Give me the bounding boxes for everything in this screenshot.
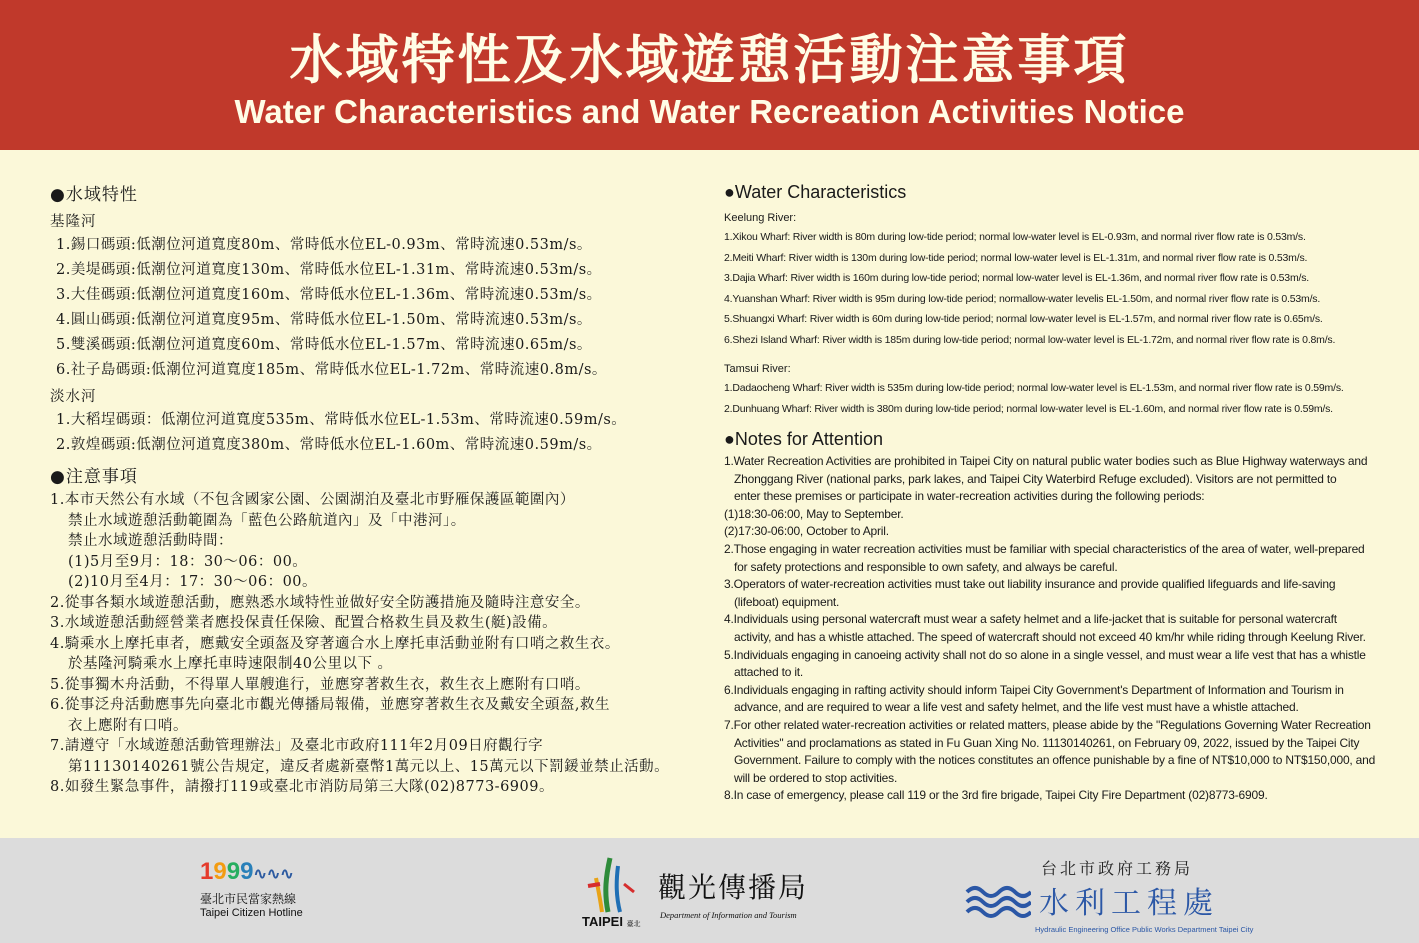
note-line: Zhonggang River (national parks, park lakes, and Taipei City Waterbird Refuge excluded). Visitors are not permitted to bbox=[734, 471, 1337, 486]
hotline-name-en: Taipei Citizen Hotline bbox=[200, 907, 303, 919]
list-item: 2.Meiti Wharf: River width is 130m during low-tide period; normal low-water level is EL-1.31m, and normal river flow rate is 0.53m/s. bbox=[724, 251, 1308, 264]
section-heading-water-en: ● Water Characteristics bbox=[724, 178, 1394, 206]
note-line: 禁止水域遊憩活動時間： bbox=[68, 533, 233, 549]
note-line: 5.從事獨木舟活動，不得單人單艘進行，並應穿著救生衣，救生衣上應附有口哨。 bbox=[50, 676, 590, 693]
note-line: 6.Individuals engaging in rafting activity should inform Taipei City Government's Department of Information and Tourism in bbox=[724, 682, 1344, 697]
list-item: 3.Dajia Wharf: River width is 160m during low-tide period; normal low-water level is EL-1.36m, and normal river flow rate is 0.53m/s. bbox=[724, 272, 1309, 284]
note-line: attached to it. bbox=[734, 665, 804, 680]
note-line: 1.本市天然公有水域（不包含國家公園、公園湖泊及臺北市野雁保護區範圍內） bbox=[50, 492, 575, 508]
river-heading-keelung-en: Keelung River: bbox=[724, 212, 797, 224]
list-item: 5.雙溪碼頭:低潮位河道寬度60m、常時低水位EL-1.57m、常時流速0.65m/s。 bbox=[56, 337, 592, 353]
note-line: 於基隆河騎乘水上摩托車時速限制40公里以下 。 bbox=[68, 656, 393, 672]
note-line: for safety protections and responsible to own safety, and always be careful. bbox=[734, 559, 1118, 574]
section-heading-notes-en: ● Notes for Attention bbox=[724, 425, 1394, 453]
note-line: Government. Failure to comply with the notices constitutes an offence punishable by a fine of NT$10,000 to NT$150,000, and bbox=[734, 753, 1376, 768]
note-line: 7.For other related water-recreation activities or related matters, please abide by the "Regulations Governing Water Recreation bbox=[724, 717, 1371, 732]
note-line: 8.In case of emergency, please call 119 or the 3rd fire brigade, Taipei City Fire Department (02)8773-6909. bbox=[724, 788, 1268, 803]
taipei-logo-icon bbox=[580, 856, 640, 918]
river-heading-tamsui-en: Tamsui River: bbox=[724, 363, 791, 375]
note-line: advance, and are required to wear a life vest and safety helmet, and the life vest must have a whistle attached. bbox=[734, 700, 1299, 715]
note-line: will be ordered to stop activities. bbox=[734, 770, 898, 785]
hydro-office-name: 水利工程處 bbox=[1039, 886, 1219, 921]
title-zh: 水域特性及水域遊憩活動注意事項 bbox=[289, 30, 1130, 91]
dept-name-en: Department of Information and Tourism bbox=[660, 910, 797, 920]
note-line: 3.水域遊憩活動經營業者應投保責任保險、配置合格救生員及救生(艇)設備。 bbox=[50, 615, 558, 631]
note-line: 1.Water Recreation Activities are prohibited in Taipei City on natural public water bodies such as Blue Highway waterways and bbox=[724, 454, 1368, 468]
section-heading-water-zh: ● 水域特性 bbox=[50, 182, 700, 208]
note-line: activity, and has a whistle attached. The speed of watercraft should not exceed 40 km/hr while riding through Keelung River. bbox=[734, 629, 1366, 644]
note-line: (2)10月至4月：17：30～06：00。 bbox=[68, 574, 318, 590]
list-item: 1.大稻埕碼頭：低潮位河道寬度535m、常時低水位EL-1.53m、常時流速0.59m/s。 bbox=[56, 412, 627, 428]
note-line: (lifeboat) equipment. bbox=[734, 594, 840, 609]
river-heading-tamsui-zh: 淡水河 bbox=[50, 389, 97, 405]
chinese-column bbox=[50, 178, 700, 798]
english-column bbox=[724, 178, 1394, 805]
note-line: 禁止水域遊憩活動範圍為「藍色公路航道內」及「中港河」。 bbox=[68, 512, 466, 529]
list-item: 5.Shuangxi Wharf: River width is 60m during low-tide period; normal low-water level is EL-1.57m, and normal river flow rate is 0.65m/s. bbox=[724, 313, 1323, 325]
note-line: 第11130140261號公告規定，違反者處新臺幣1萬元以上、15萬元以下罰鍰並禁止活動。 bbox=[68, 758, 670, 775]
list-item: 1.Xikou Wharf: River width is 80m during low-tide period; normal low-water level is EL-0.93m, and normal river flow rate is 0.53m/s. bbox=[724, 231, 1306, 243]
note-line: 4.Individuals using personal watercraft must wear a safety helmet and a life-jacket that is suitable for personal watercraft bbox=[724, 612, 1337, 627]
list-item: 3.大佳碼頭:低潮位河道寬度160m、常時低水位EL-1.36m、常時流速0.53m/s。 bbox=[56, 287, 602, 303]
note-line: (1)5月至9月：18：30～06：00。 bbox=[68, 553, 308, 570]
list-item: 2.敦煌碼頭:低潮位河道寬度380m、常時低水位EL-1.60m、常時流速0.59m/s。 bbox=[56, 437, 602, 453]
footer-logos bbox=[0, 838, 1419, 943]
note-line: 2.從事各類水域遊憩活動，應熟悉水域特性並做好安全防護措施及隨時注意安全。 bbox=[50, 594, 590, 611]
list-item: 2.美堤碼頭:低潮位河道寬度130m、常時低水位EL-1.31m、常時流速0.53m/s。 bbox=[56, 262, 602, 278]
note-line: 7.請遵守「水域遊憩活動管理辦法」及臺北市政府111年2月09日府觀行字 bbox=[50, 738, 544, 754]
list-item: 6.Shezi Island Wharf: River width is 185m during low-tide period; normal low-water level is EL-1.72m, and normal river flow rate is 0.8m/s. bbox=[724, 333, 1336, 346]
note-line: (1)18:30-06:00, May to September. bbox=[724, 506, 904, 521]
hydro-office-name-en: Hydraulic Engineering Office Public Works Department Taipei City bbox=[1035, 925, 1254, 934]
note-line: 衣上應附有口哨。 bbox=[68, 717, 188, 734]
hotline-logo bbox=[200, 858, 380, 919]
note-line: 8.如發生緊急事件，請撥打119或臺北市消防局第三大隊(02)8773-6909。 bbox=[50, 779, 554, 795]
note-line: 3.Operators of water-recreation activities must take out liability insurance and provide qualified lifeguards and life-saving bbox=[724, 577, 1336, 592]
list-item: 6.社子島碼頭:低潮位河道寬度185m、常時低水位EL-1.72m、常時流速0.8m/s。 bbox=[56, 362, 607, 378]
list-item: 1.錫口碼頭:低潮位河道寬度80m、常時低水位EL-0.93m、常時流速0.53m/s。 bbox=[56, 237, 592, 253]
note-line: 5.Individuals engaging in canoeing activity shall not do so alone in a single vessel, and must wear a life vest that has a whistle bbox=[724, 647, 1366, 662]
section-heading-notes-zh: ● 注意事項 bbox=[50, 464, 700, 490]
note-line: (2)17:30-06:00, October to April. bbox=[724, 524, 889, 539]
list-item: 4.Yuanshan Wharf: River width is 95m during low-tide period; normallow-water levelis EL-1.50m, and normal river flow rate is 0.53m/s. bbox=[724, 292, 1321, 305]
note-line: 4.騎乘水上摩托車者，應戴安全頭盔及穿著適合水上摩托車活動並附有口哨之救生衣。 bbox=[50, 635, 620, 652]
note-line: Activities" and proclamations as stated in Fu Guan Xing No. 11130140261, on February 09, 2022, issued by the Taipei City bbox=[734, 735, 1360, 750]
list-item: 4.圓山碼頭:低潮位河道寬度95m、常時低水位EL-1.50m、常時流速0.53m/s。 bbox=[56, 312, 592, 328]
header-banner bbox=[0, 0, 1419, 150]
hotline-name-zh: 臺北市民當家熱線 bbox=[200, 892, 297, 906]
taipei-wordmark: TAIPEI 臺北 bbox=[582, 914, 641, 929]
river-heading-keelung-zh: 基隆河 bbox=[50, 214, 97, 230]
hotline-1999-icon: 1999∿∿∿ bbox=[200, 858, 294, 885]
title-en: Water Characteristics and Water Recreation Activities Notice bbox=[234, 93, 1185, 130]
hydraulic-office-logo bbox=[965, 854, 1265, 939]
hydro-parent-name: 台北市政府工務局 bbox=[1041, 859, 1194, 878]
water-waves-icon bbox=[965, 882, 1031, 922]
dept-name-zh: 觀光傳播局 bbox=[658, 871, 809, 904]
note-line: 2.Those engaging in water recreation activities must be familiar with special characteristics of the area of water, well-prepared bbox=[724, 541, 1365, 556]
taipei-dept-logo bbox=[580, 856, 820, 936]
note-line: 6.從事泛舟活動應事先向臺北市觀光傳播局報備，並應穿著救生衣及戴安全頭盔,救生 bbox=[50, 697, 610, 713]
note-line: enter these premises or participate in water-recreation activities during the following periods: bbox=[734, 489, 1205, 504]
list-item: 2.Dunhuang Wharf: River width is 380m during low-tide period; normal low-water level is EL-1.60m, and normal river flow rate is 0.59m/s. bbox=[724, 402, 1333, 415]
list-item: 1.Dadaocheng Wharf: River width is 535m during low-tide period; normal low-water level is EL-1.53m, and normal river flow rate is 0.59m/s. bbox=[724, 382, 1344, 394]
